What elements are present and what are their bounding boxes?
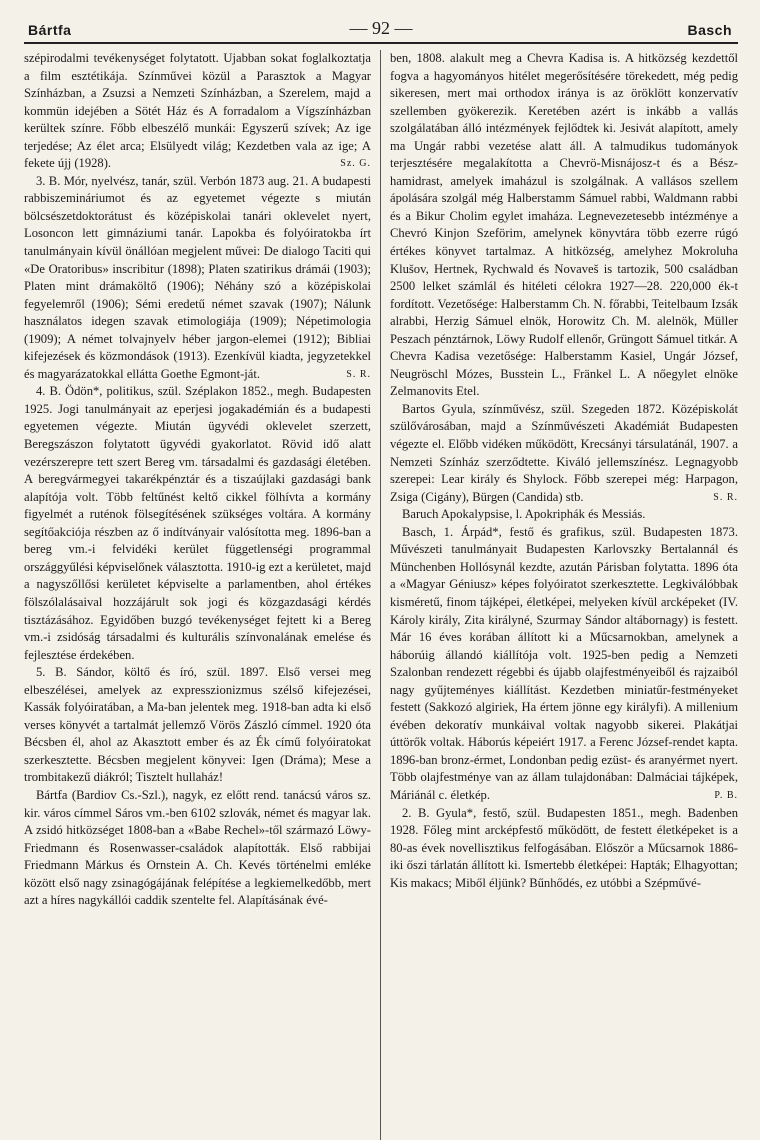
- entry-paragraph: [24, 50, 371, 173]
- right-column: [381, 50, 738, 1140]
- entry-paragraph: [390, 506, 738, 524]
- author-signature: P. B.: [714, 789, 738, 801]
- left-column: [24, 50, 381, 1140]
- entry-text: Bártfa (Bardiov Cs.-Szl.), nagyk, ez előtt rend. tanácsú város sz. kir. város címmel Sáros vm.-ben 6102 szlovák, német és magyar lak. A zsidó hitközséget 1808-ban a «Babe Rechel»-től származó Löwy-Friedmann és Rosenwasser-családok alapították. Első rabbijai Friedmann Márkus és Ornstein A. Ch. Kevés történelmi emléke között első nagy zsinagógájának felépítése a legkiemelkedőbb, mert azt a híres nagykállói caddik szentelte fel. Alapításának évé-: [24, 787, 371, 908]
- entry-text: 4. B. Ödön*, politikus, szül. Széplakon 1852., megh. Budapesten 1925. Jogi tanulmányait az eperjesi jogakadémián és a budapesti egyetemen végezte. Miután ügyvédi oklevelet szerzett, Beregszászon folytatott ügyvédi gyakorlatot. Rövid idő alatt vezérszerepre tett szert Bereg vm. társadalmi és gazdasági életében. A beregvármegyei takarékpénztár és a tiszaújlaki gazdasági bank alapítója volt. Több feltűnést keltő cikkel fölhívta a kormány figyelmét a ruténok fölsegítésének szükséges voltára. A kormány segítőakciója részben az ő indítványair valósította meg. 1896-ban a bereg vm.-i felvidéki kerület függetlenségi programmal országgyűlési képviselőnek választotta. 1910-ig ezt a kerületet, majd a nagyszőllősi kerületet képviselte a parlamentben, ahol értékes fölszólalásaival hozzájárult sok jogi és közgazdasági kérdés tisztázásához. Egyidőben buzgó tevékenységet fejtett ki a Bereg vm.-i zsidóság társadalmi és kulturális színvonalának emelése és fejlesztése érdekében.: [24, 384, 371, 662]
- entry-text: szépirodalmi tevékenységet folytatott. Ujabban sokat foglalkoztatja a film esztétikája. Színművei közül a Parasztok a Magyar Színházban, a Zsuzsi a Nemzeti Színházban, a Szerelem, majd a kommün idejében a Sötét Ház és A forradalom a Vígszínházban kerültek színre. Főbb elbeszélő munkái: Egyszerű szívek; Az ige terjedése; Az élet arca; Elsülyedt világ; Kezdetben vala az ige; A fekete újj (1928).: [24, 51, 371, 171]
- entry-paragraph: [390, 401, 738, 506]
- entry-paragraph: [24, 383, 371, 664]
- entry-paragraph: [24, 787, 371, 910]
- entry-text: 3. B. Mór, nyelvész, tanár, szül. Verbón 1873 aug. 21. A budapesti rabbiszemináriumot és az egyetemet végezte s miután bölcsészetdoktorátust és középiskolai tanári oklevelet nyert, Losoncon lett gimnáziumi tanár. Lapokba és folyóiratokba írt tanulmányain kívül önállóan megjelent művei: De dialogo Taciti qui «De Oratoribus» inscribitur (1898); Platen szatirikus drámái (1903); Platen mint drámaköltő (1906); Néhány szó a középiskolai fegyelemről (1906); Sémi eredetű német szavak (1907); Nálunk használatos idegen szavak etimologiája (1909); Népetimologia (1909); A német tolvajnyelv héber jargon-elemei (1912); Bibliai kifejezések és közmondások (1913). Ezenkívül kiadta, jegyzetekkel és magyarázatokkal ellátta Goethe Egmont-ját.: [24, 173, 371, 381]
- entry-paragraph: [24, 664, 371, 787]
- entry-paragraph: [390, 524, 738, 805]
- author-signature: S. R.: [713, 491, 738, 503]
- entry-text: 5. B. Sándor, költő és író, szül. 1897. Első versei meg elbeszélései, amelyek az expresszionizmus szélső kifejezései, Kassák folyóiratában, a Ma-ban jelentek meg. 1918-ban adta ki első verses könyvét a tartalmát jellemző Vörös Zászló címmel. 1920 óta Bécsben él, ahol az Akasztott ember és az Ék című folyóiratokat szerkesztette. Bécsben megjelent könyvei: Igen (Dráma); Mese a trombitakezű diákról; Tisztelt hullaház!: [24, 665, 371, 785]
- header-right-keyword: Basch: [687, 22, 732, 38]
- entry-paragraph: [390, 50, 738, 401]
- entry-text: Bartos Gyula, színművész, szül. Szegeden 1872. Középiskolát szülővárosában, majd a Színművészeti Akadémiát Budapesten végezte el. Előbb vidéken működött, Krecsányi társulatánál, 1907. a Nemzeti Színház szerződtette. Kiváló jellemszínész. Legnagyobb szerepei: Lear király és Shylock. Főbb szerepei még: Harpagon, Zsiga (Cigány), Bürgen (Candida) stb.: [390, 401, 738, 504]
- entry-text: Baruch Apokalypsise, l. Apokriphák és Messiás.: [402, 507, 646, 522]
- entry-text: ben, 1808. alakult meg a Chevra Kadisa is. A hitközség kezdettől fogva a hagyományos hitélet megerősítésére törekedett, még pedig sikeresen, mert mai orthodox iránya is az öröklött konzervatív szellemben gyökerezik. Keretében azért is inkább a vallás szolgálatában álló intézmények fejlődtek ki. Jesivát alapított, amely ma Ungár rabbi vezetése alatt áll. A talmudikus tudományok terjesztésére megalakította a Chevrö-Misnájosz-t és a Bész-hamidrast, amelyek imaházul is szolgálnak. A vallásos szellem ápolására szolgál még Halberstamm Sámuel rabbi, Waldmann rabbi és a Bikur Cholim egylet imaháza. Legnevezetesebb intézménye a Chevró Kinjon Szeförim, amelynek könyvtára több ezerre rúgó értékes könyvet tartalmaz. A hitközség, amelyhez Mokroluha Klušov, Hertnek, Rychwald és Novaveš is tartozik, 500 családban 2500 lelket számlál és hitéleti célokra 1927—28. 220,000 ék-t fordított. Vezetősége: Halberstamm Ch. N. főrabbi, Teitelbaum Izsák alrabbi, Herzig Sámuel elnök, Horowitz Ch. M. alelnök, Müller Peszach pénztárnok, Löwy Rudolf ellenőr, Grüngott Sámuel titkár. A Chevra Kadisa vezetősége: Halberstamm Kasiel, Ungár József, Neugröschl Mózes, Busstein L., Fränkel L. A nőegylet elnöke Zelmanovits Etel.: [390, 51, 738, 399]
- entry-text: Basch, 1. Árpád*, festő és grafikus, szül. Budapesten 1873. Művészeti tanulmányait Budapesten Karlovszky Bertalannál és Münchenben Hollósynál kezdte, azután Párisban folytatta. 1896 óta a «Magyar Géniusz» képes folyóiratot szerkesztette. Legkiválóbbak kisméretű, finom tájképei, életképei, melyeken kívül arcképeket (IV. Károly király, Zita királyné, Szurmay Sándor altábornagy) is festett. Már 16 éves korában állított ki a Műcsarnokban, amelynek a háborúig állandó kiállítója volt. 1925-ben pedig a Nemzeti Szalonban rendezett régebbi és újabb olajfestményeiből és rajzaiból nagy gyűjteményes kiállítást. Kezdetben miniatűr-festményeket festett (Sakkozó algiriek, Ha értem jönne egy királyfi). A millenium évében dekoratív munkáival voltak nagyobb sikerei. Plakátjai úttörők voltak. Háborús képeiért 1917. a Ferenc József-rendet kapta. 1896-ban bronz-érmet, Londonban pedig ezüst- és aranyérmet nyert. Több olajfestménye van az állam tulajdonában: Dalmáciai tájképek, Máriánál c. életkép.: [390, 524, 738, 802]
- header-left-keyword: Bártfa: [28, 22, 72, 38]
- entry-paragraph: [390, 805, 738, 893]
- text-columns: [24, 50, 738, 1140]
- entry-text: 2. B. Gyula*, festő, szül. Budapesten 1851., megh. Badenben 1928. Főleg mint arcképfestő működött, de festett életképeket is a 80-as évek novellisztikus felfogásában. Először a Műcsarnok 1886-iki őszi tárlatán állított ki. Ismertebb életképei: Hapták; Elhagyottan; Kis makacs; Miből éljünk? Bűnhődés, ez utóbbi a Szépművé-: [390, 805, 738, 890]
- author-signature: Sz. G.: [340, 158, 371, 170]
- entry-paragraph: [24, 173, 371, 384]
- page-header: [24, 16, 738, 44]
- author-signature: S. R.: [346, 368, 371, 380]
- page-number: — 92 —: [349, 18, 413, 38]
